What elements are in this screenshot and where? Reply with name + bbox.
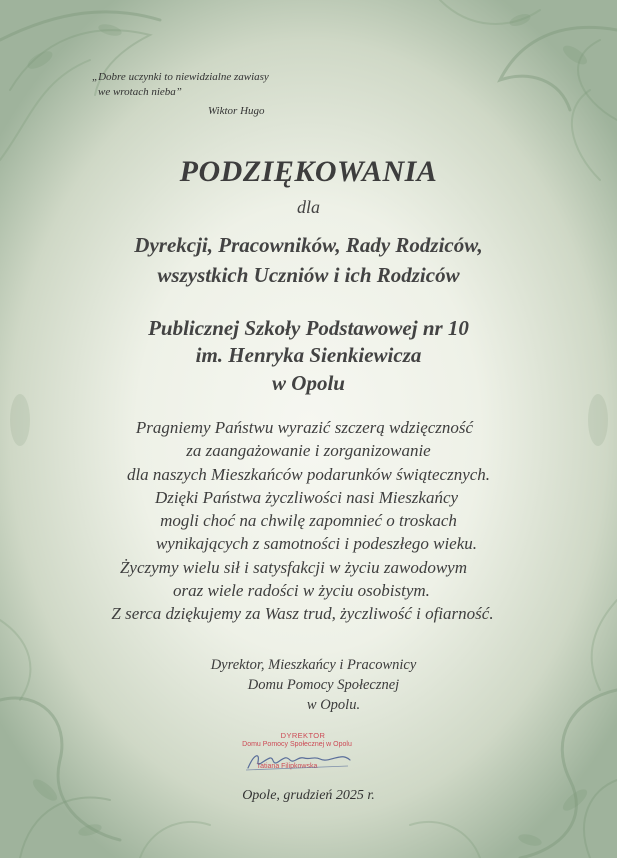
recipients-line: Dyrekcji, Pracowników, Rady Rodziców, bbox=[134, 233, 483, 257]
handwritten-signature bbox=[244, 750, 354, 772]
message-line: za zaangażowanie i zorganizowanie bbox=[186, 441, 431, 461]
message-line: Dzięki Państwa życzliwości nasi Mieszkańcy bbox=[154, 487, 459, 507]
sender-line: Domu Pomocy Społecznej bbox=[247, 677, 400, 693]
message-line: Pragniemy Państwu wyrazić szczerą wdzięczność bbox=[135, 418, 474, 437]
stamp-institution: Domu Pomocy Społecznej w Opolu bbox=[242, 741, 352, 748]
thank-you-message bbox=[0, 416, 617, 626]
school-name-line: Publicznej Szkoły Podstawowej nr 10 bbox=[148, 316, 469, 340]
motto-quote bbox=[92, 70, 269, 100]
quote-line: we wrotach nieba” bbox=[98, 86, 182, 98]
stamp-title: DYREKTOR bbox=[280, 731, 326, 740]
quote-author: Wiktor Hugo bbox=[208, 105, 265, 117]
message-line: Życzymy wielu sił i satysfakcji w życiu zawodowym bbox=[119, 557, 468, 577]
for-word: dla bbox=[296, 197, 320, 217]
message-line: wynikających z samotności i podeszłego wieku. bbox=[155, 534, 478, 554]
quote-line: „Dobre uczynki to niewidzialne zawiasy bbox=[92, 71, 269, 83]
message-line: oraz wiele radości w życiu osobistym. bbox=[173, 581, 430, 601]
recipients-line: wszystkich Uczniów i ich Rodziców bbox=[157, 263, 460, 287]
message-line: mogli choć na chwilę zapomnieć o troskach bbox=[160, 511, 457, 531]
document-title: PODZIĘKOWANIA bbox=[179, 155, 438, 188]
message-line: dla naszych Mieszkańców podarunków świątecznych. bbox=[126, 464, 491, 484]
school-name-line: im. Henryka Sienkiewicza bbox=[195, 343, 422, 367]
message-line: Z serca dziękujemy za Wasz trud, życzliwość i ofiarność. bbox=[111, 604, 494, 624]
place-and-date: Opole, grudzień 2025 r. bbox=[242, 788, 375, 803]
sender-line: w Opolu. bbox=[306, 697, 361, 713]
stamp-name: Tatiana Filipkowska bbox=[256, 763, 318, 770]
sender-line: Dyrektor, Mieszkańcy i Pracownicy bbox=[210, 657, 417, 673]
sender-block bbox=[0, 655, 617, 715]
school-name-line: w Opolu bbox=[272, 371, 345, 395]
